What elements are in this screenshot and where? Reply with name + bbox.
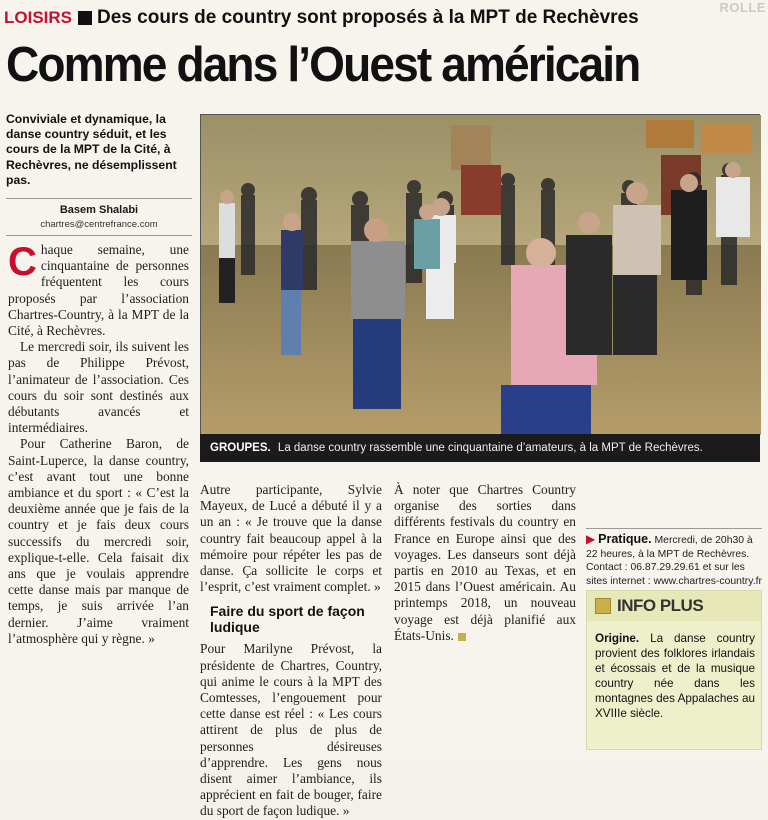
article-column-2: [200, 482, 382, 820]
arrow-right-icon: ▶: [586, 532, 596, 546]
byline-divider: [6, 235, 192, 236]
caption-text: La danse country rassemble une cinquantaine d’amateurs, à la MPT de Rechèvres.: [277, 442, 703, 454]
headline: Comme dans l’Ouest américain: [6, 38, 640, 92]
pratique-text: Mercredi, de 20h30 à 22 heures, à la MPT de Rechèvres. Contact : 06.87.29.29.61 et sur les sites internet : www.chartres-country.fr: [586, 535, 762, 587]
kicker-line: [4, 7, 639, 29]
article-paragraph: Pour Marilyne Prévost, la présidente de Chartres, Country, qui anime le cours à la MPT des Comtesses, l’engouement pour cette danse est réel : « Les cours attirent de plus de plus de personnes désireuses d’apprendre. Les gens nous disent aimer l’ambiance, ils apprécient en fait de bouger, faire du sport de façon ludique. »: [200, 641, 382, 819]
pratique-label: Pratique.: [598, 532, 652, 546]
byline-divider: [6, 198, 192, 199]
article-paragraph: [8, 242, 189, 339]
kicker-square-icon: [78, 11, 92, 25]
dance-photo: [200, 114, 760, 434]
info-plus-header: [587, 591, 761, 621]
photo-caption: [200, 434, 760, 462]
author-email: chartres@centrefrance.com: [40, 219, 158, 230]
kicker-text: Des cours de country sont proposés à la MPT de Rechèvres: [97, 7, 639, 28]
standfirst: Conviviale et dynamique, la danse country séduit, et les cours de la MPT de la Cité, à Rechèvres, ne désemplissent pas.: [6, 112, 177, 187]
paragraph-text: haque semaine, une cinquantaine de personnes fréquentent les cours proposés par l’association Chartres-Country, à la MPT de la Cité, à Rechèvres.: [8, 242, 189, 339]
article-paragraph: [394, 482, 576, 644]
bleed-through-text: ROLLE: [719, 0, 766, 15]
info-plus-body: [587, 621, 761, 721]
end-mark-icon: [458, 633, 466, 641]
article-paragraph: Pour Catherine Baron, de Saint-Luperce, la danse country, c’est avant tout une bonne ambiance et du sport : « C’est la deuxième année que je fais de la country et je fais deux cours successifs du mercredi soir, explique-t-elle. Cela faisait dix ans que je voulais apprendre cette danse mais par manque de temps, je suis arrivée l’an dernier. J’aime vraiment l’atmosphère qui y règne. »: [8, 436, 189, 646]
article-paragraph: Autre participante, Sylvie Mayeux, de Lucé a débuté il y a un an : « Je trouve que la danse country fait beaucoup appel à la mémoire pour répéter les pas de danse. Ça sollicite le corps et l’esprit, c’est vraiment complet. »: [200, 482, 382, 595]
article-subhead: Faire du sport de façon ludique: [210, 603, 365, 636]
info-plus-box: [586, 590, 762, 750]
square-bullet-icon: [595, 598, 611, 614]
info-plus-label: Origine.: [595, 632, 640, 645]
drop-cap: C: [8, 240, 37, 284]
rubric-label: LOISIRS: [4, 8, 73, 27]
pratique-box: [586, 528, 762, 588]
author-name: Basem Shalabi: [59, 204, 139, 216]
article-paragraph: Le mercredi soir, ils suivent les pas de Philippe Prévost, l’animateur de l’association. Ces cours du soir sont destinés aux débutants avancés et intermédiaires.: [8, 339, 189, 436]
info-plus-title: INFO PLUS: [617, 596, 704, 615]
article-column-3: [394, 482, 576, 644]
paragraph-text: À noter que Chartres Country organise des sorties dans différents festivals du country en France en Europe ainsi que des voyages. Les danseurs sont déjà partis en 2010 au Texas, et en 2015 dans l’Ouest américain. Au printemps 2018, un nouveau voyage est déjà planifié aux États-Unis.: [394, 482, 576, 643]
article-column-1: [8, 242, 189, 647]
info-plus-text: La danse country provient des folklores irlandais et écossais et de la musique country née dans les montagnes des Appalaches au XVIIIe siècle.: [595, 632, 755, 720]
caption-label: GROUPES.: [210, 442, 271, 454]
